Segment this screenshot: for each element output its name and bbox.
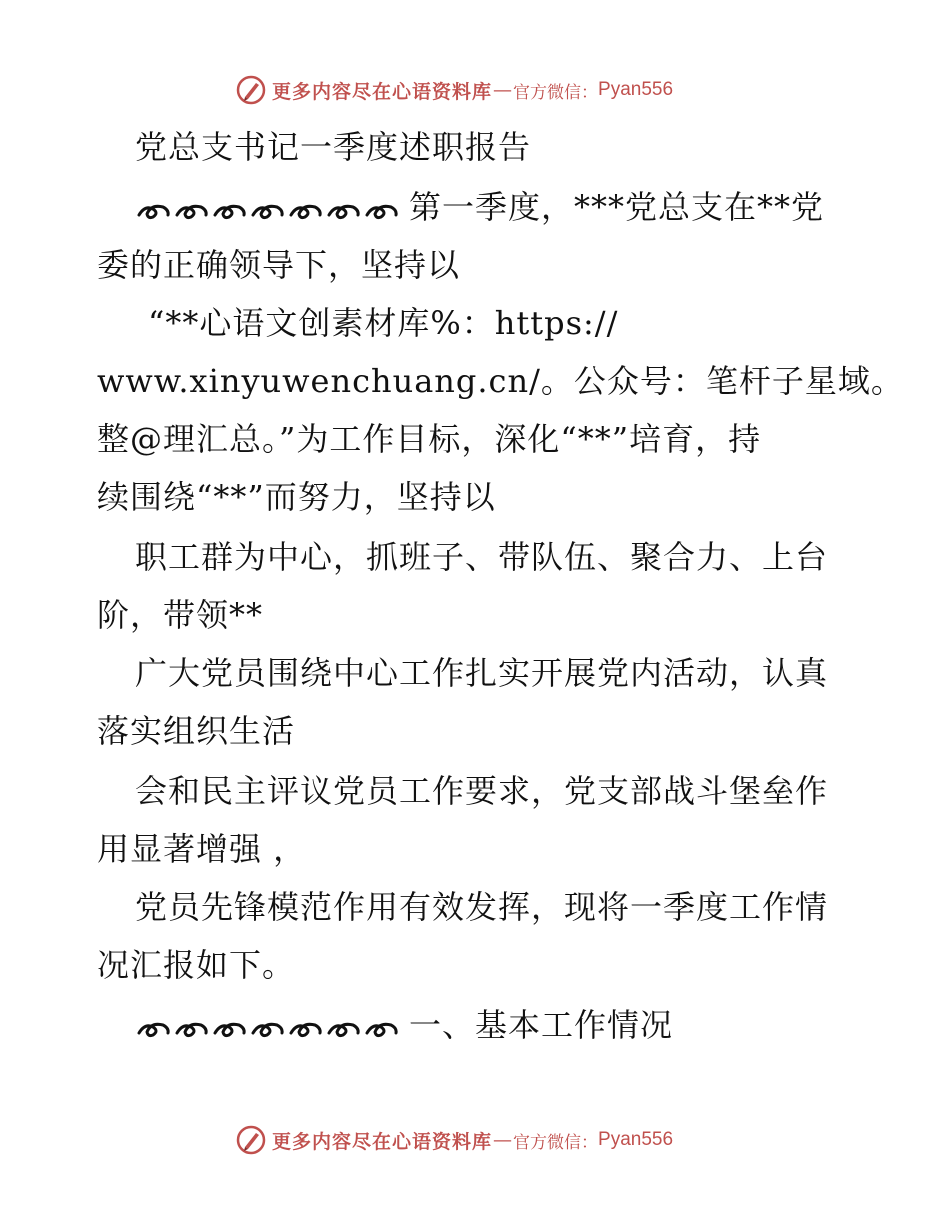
paragraph-line-9: 广大党员围绕中心工作扎实开展党内活动，认真 <box>135 654 829 692</box>
banner-dash: — <box>493 79 513 101</box>
document-title: 党总支书记一季度述职报告 <box>135 128 532 166</box>
scroll-ornament-icon <box>135 197 407 223</box>
paragraph-line-13: 党员先锋模范作用有效发挥，现将一季度工作情 <box>135 888 829 926</box>
paragraph-line-3: “**心语文创素材库%：https:// <box>148 304 619 342</box>
pen-logo-icon <box>236 1125 266 1155</box>
paragraph-line-10: 落实组织生活 <box>97 712 296 750</box>
paragraph-line-5: 整@理汇总。”为工作目标，深化“**”培育，持 <box>97 420 762 458</box>
paragraph-line-12: 用显著增强 ， <box>97 830 307 868</box>
scroll-ornament-icon <box>135 1015 407 1041</box>
paragraph-line-8: 阶，带领** <box>97 596 264 634</box>
paragraph-line-14: 况汇报如下。 <box>97 946 296 984</box>
section-heading-1-text: 一、基本工作情况 <box>409 1006 674 1044</box>
paragraph-line-11: 会和民主评议党员工作要求，党支部战斗堡垒作 <box>135 772 829 810</box>
banner-main-text: 更多内容尽在心语资料库 <box>272 1130 493 1153</box>
section-heading-1 <box>135 1005 673 1045</box>
header-banner <box>236 73 673 107</box>
banner-wechat-id: Pyan556 <box>598 1129 674 1150</box>
pen-logo-icon <box>236 75 266 105</box>
paragraph-line-7: 职工群为中心，抓班子、带队伍、聚合力、上台 <box>135 538 829 576</box>
paragraph-line-1-text: 第一季度，***党总支在**党 <box>409 188 825 226</box>
banner-main-text: 更多内容尽在心语资料库 <box>272 80 493 103</box>
banner-wechat-id: Pyan556 <box>598 79 674 100</box>
paragraph-line-4: www.xinyuwenchuang.cn/。公众号：笔杆子星域。 <box>97 362 904 400</box>
banner-wechat-label: 官方微信： <box>513 1132 599 1153</box>
banner-wechat-label: 官方微信： <box>513 82 599 103</box>
paragraph-line-6: 续围绕“**”而努力，坚持以 <box>97 478 496 516</box>
paragraph-line-2: 委的正确领导下，坚持以 <box>97 246 461 284</box>
paragraph-line-1 <box>135 187 824 227</box>
footer-banner <box>236 1123 673 1157</box>
banner-dash: — <box>493 1129 513 1151</box>
